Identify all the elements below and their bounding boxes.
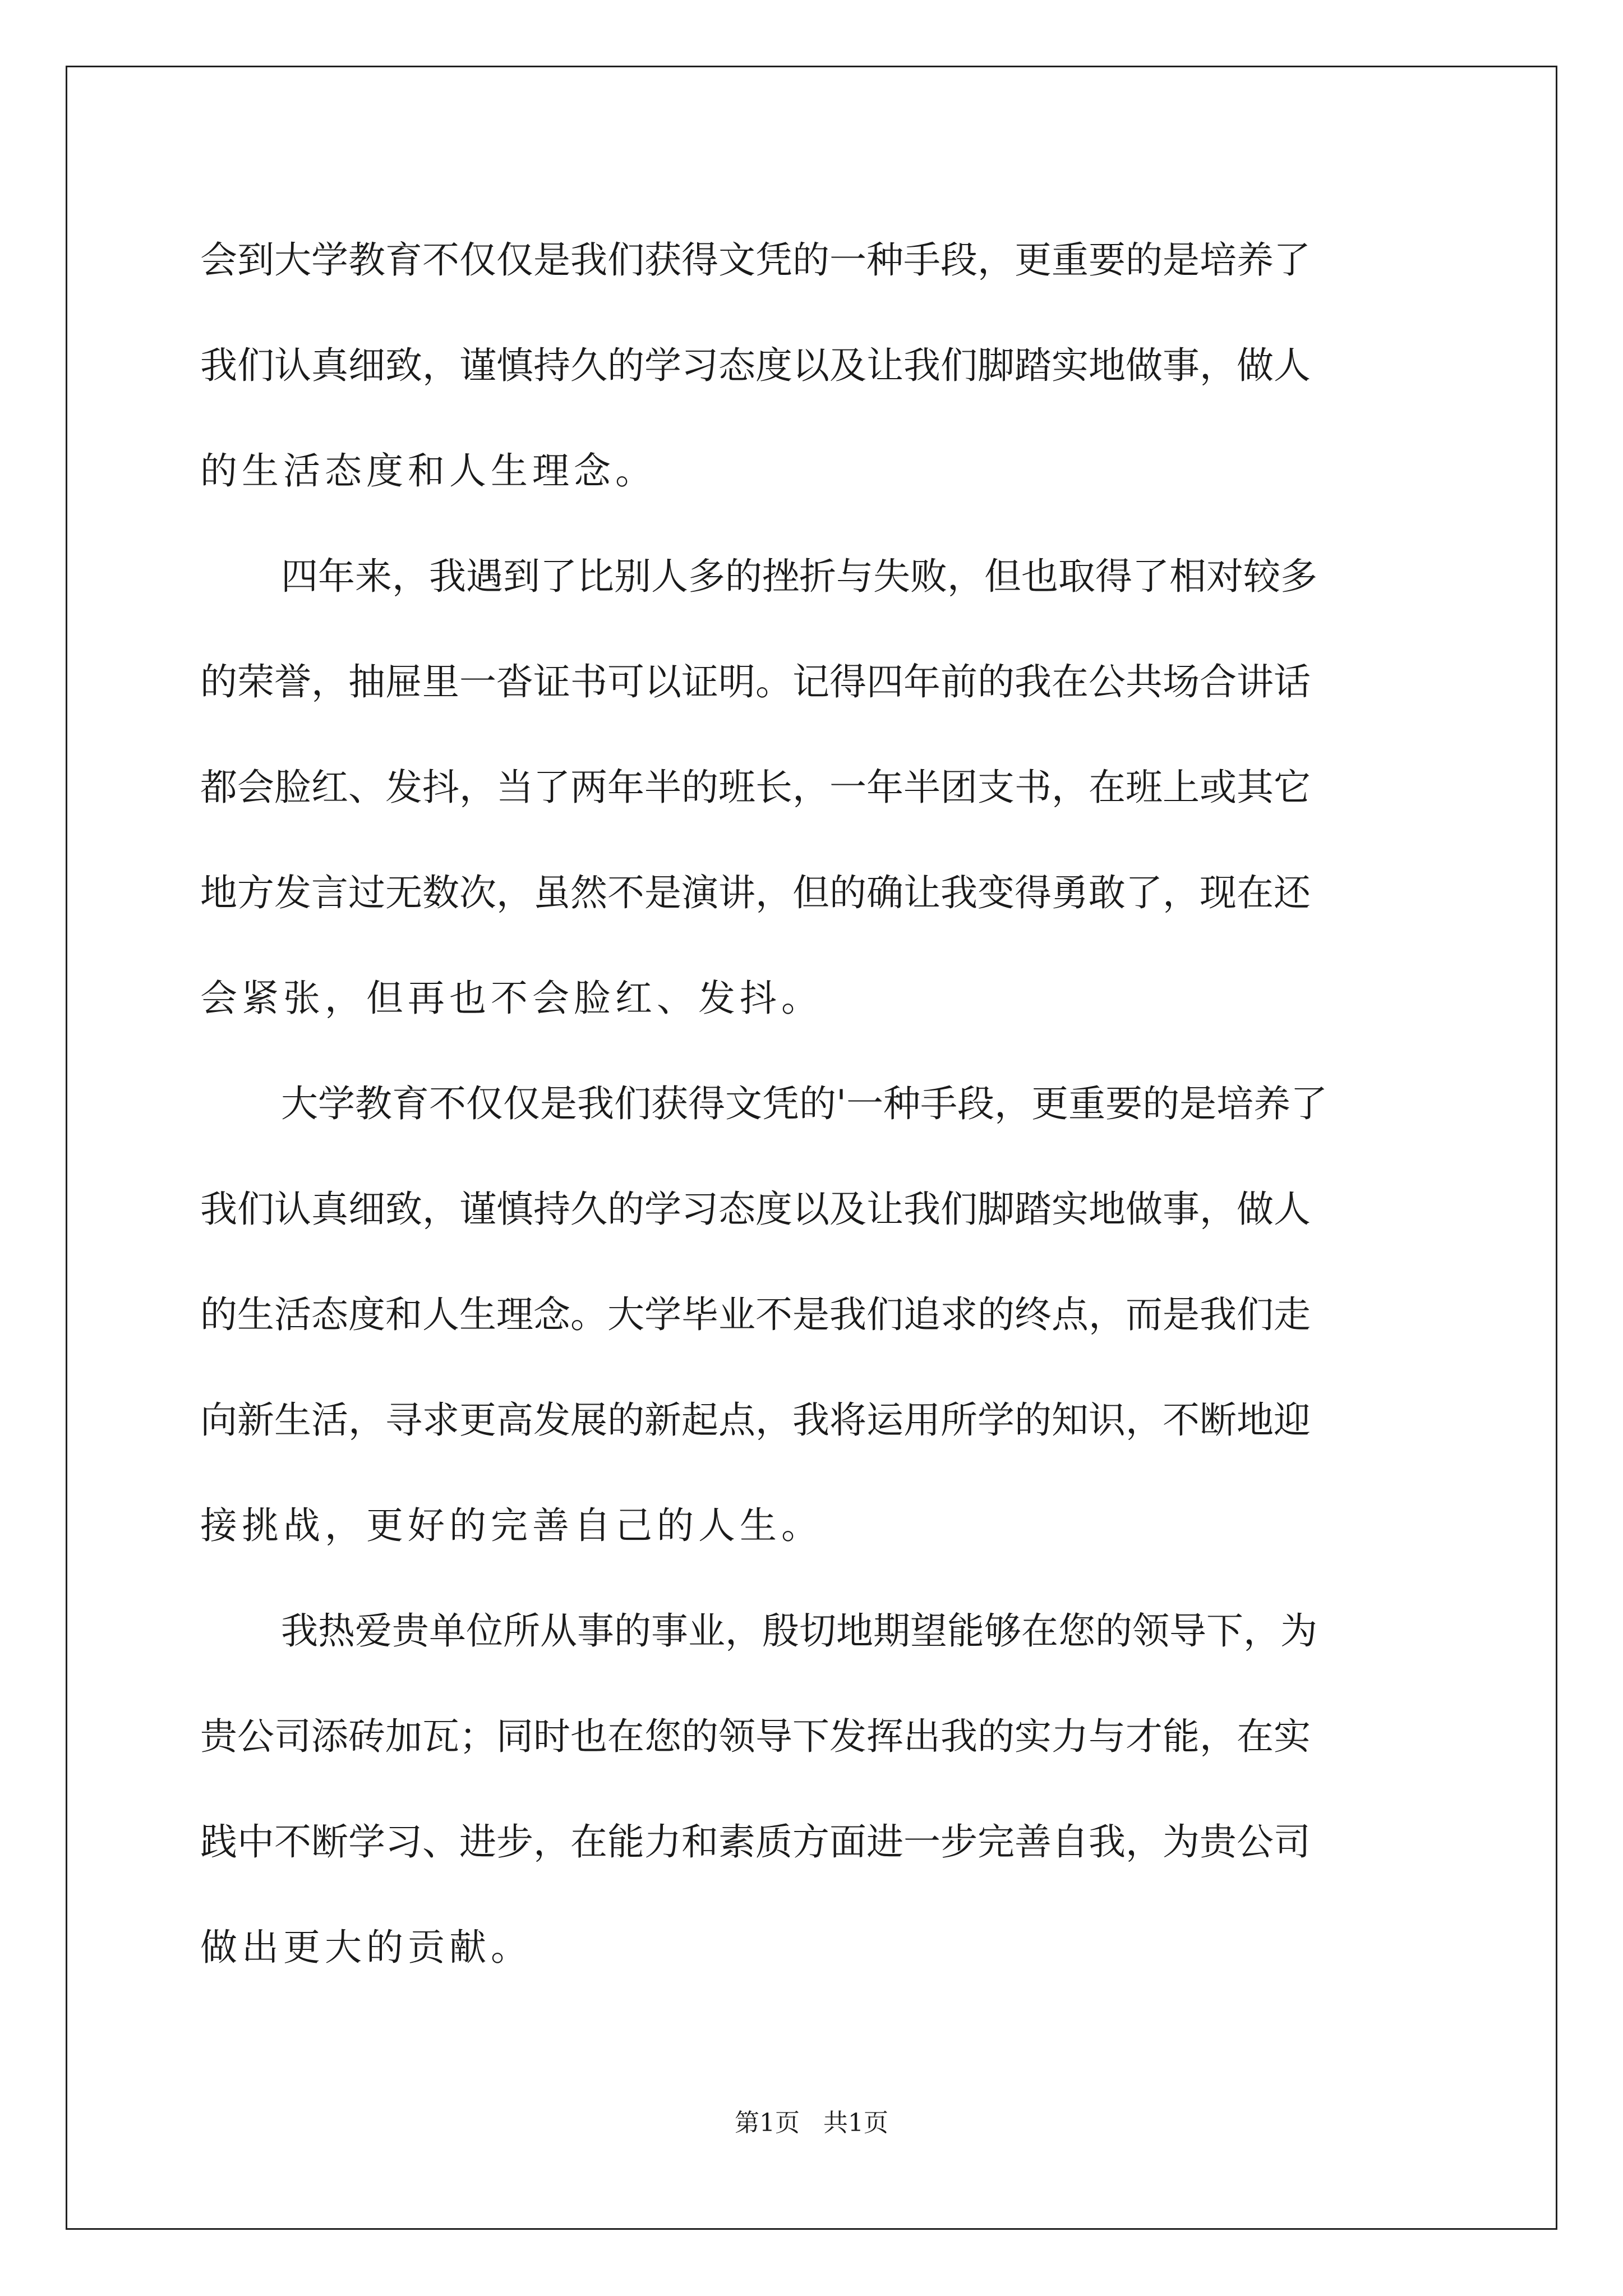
text-line: 践中不断学习、进步，在能力和素质方面进一步完善自我，为贵公司: [200, 1820, 1311, 1864]
document-body: [200, 208, 1428, 2000]
text-line: 向新生活，寻求更高发展的新起点，我将运用所学的知识，不断地迎: [200, 1398, 1311, 1442]
text-line: 的生活态度和人生理念。大学毕业不是我们追求的终点，而是我们走: [200, 1293, 1311, 1336]
page-footer: 第1页 共1页: [735, 2109, 888, 2137]
text-line: 都会脸红、发抖，当了两年半的班长，一年半团支书，在班上或其它: [200, 766, 1311, 809]
text-line: 的生活态度和人生理念。: [200, 449, 657, 493]
text-line: 地方发言过无数次，虽然不是演讲，但的确让我变得勇敢了，现在还: [200, 871, 1311, 914]
text-line: 会到大学教育不仅仅是我们获得文凭的一种手段，更重要的是培养了: [200, 238, 1311, 282]
text-line: 我们认真细致，谨慎持久的学习态度以及让我们脚踏实地做事，做人: [200, 344, 1311, 387]
text-line: 做出更大的贡献。: [200, 1926, 532, 1969]
text-line: 会紧张，但再也不会脸红、发抖。: [200, 977, 823, 1020]
text-line: 大学教育不仅仅是我们获得文凭的'一种手段，更重要的是培养了: [281, 1082, 1328, 1125]
text-line: 四年来，我遇到了比别人多的挫折与失败，但也取得了相对较多: [281, 555, 1317, 598]
text-line: 的荣誉，抽屉里一沓证书可以证明。记得四年前的我在公共场合讲话: [200, 660, 1311, 703]
text-line: 贵公司添砖加瓦；同时也在您的领导下发挥出我的实力与才能，在实: [200, 1715, 1311, 1758]
text-line: 我热爱贵单位所从事的事业，殷切地期望能够在您的领导下，为: [281, 1609, 1317, 1653]
text-line: 我们认真细致，谨慎持久的学习态度以及让我们脚踏实地做事，做人: [200, 1188, 1311, 1231]
text-line: 接挑战，更好的完善自己的人生。: [200, 1504, 823, 1547]
